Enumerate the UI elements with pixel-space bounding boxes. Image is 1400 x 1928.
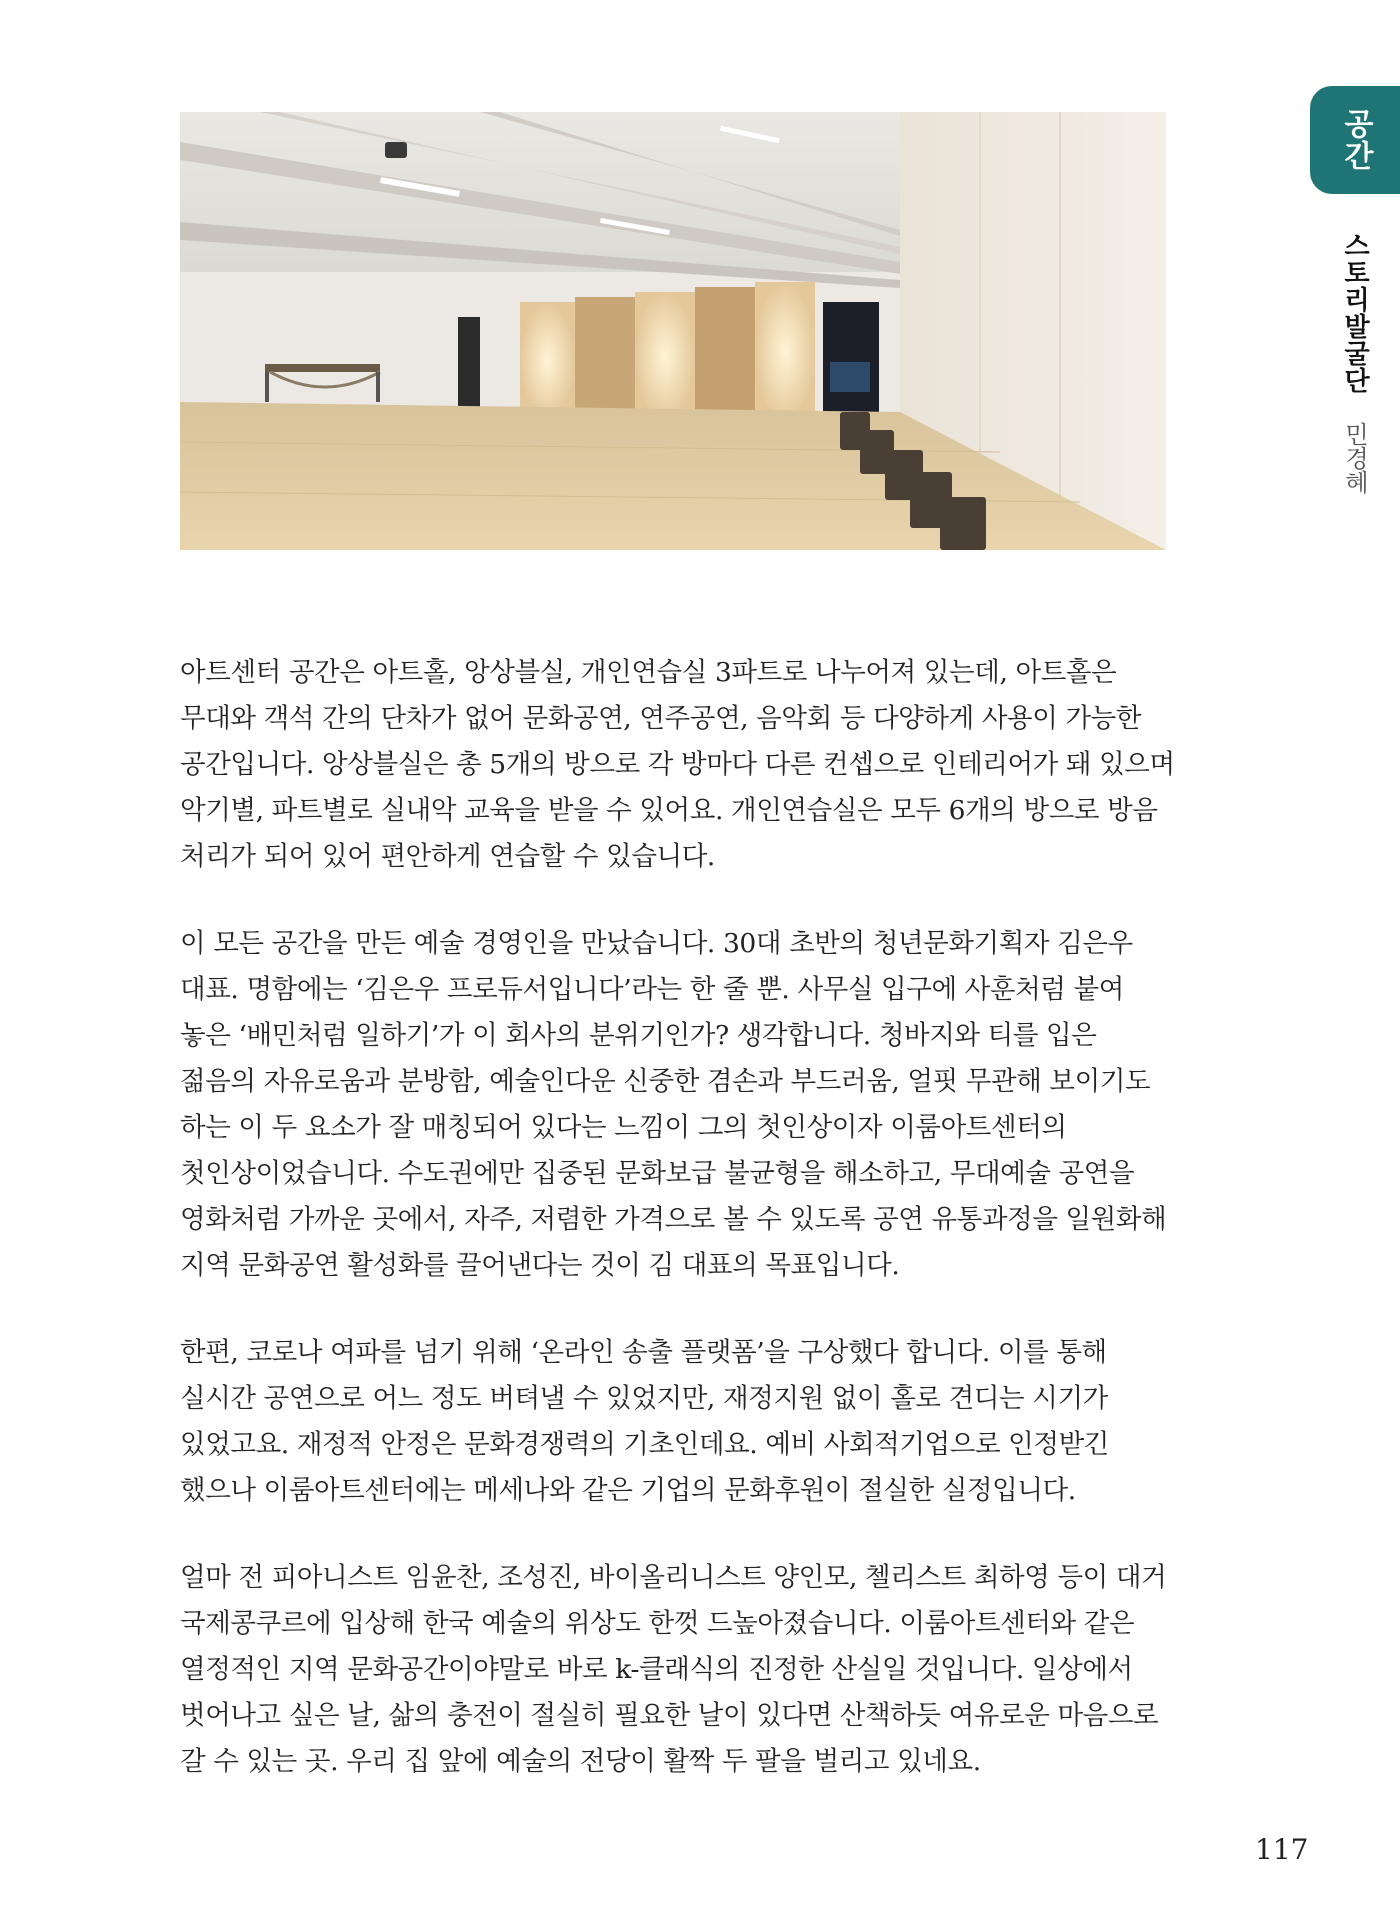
- article-body: [180, 650, 1180, 1826]
- series-title: 스토리발굴단: [1339, 232, 1370, 394]
- paragraph-2: 이 모든 공간을 만든 예술 경영인을 만났습니다. 30대 초반의 청년문화기획자 김은우 대표. 명함에는 ‘김은우 프로듀서입니다’라는 한 줄 뿐. 사무실 입구에 사훈처럼 붙여 놓은 ‘배민처럼 일하기’가 이 회사의 분위기인가? 생각합니다. 청바지와 티를 입은 젊음의 자유로움과 분방함, 예술인다운 신중한 겸손과 부드러움, 얼핏 무관해 보이기도 하는 이 두 요소가 잘 매칭되어 있다는 느낌이 그의 첫인상이자 이룸아트센터의 첫인상이었습니다. 수도권에만 집중된 문화보급 불균형을 해소하고, 무대예술 공연을 영화처럼 가까운 곳에서, 자주, 저렴한 가격으로 볼 수 있도록 공연 유통과정을 일원화해 지역 문화공연 활성화를 끌어낸다는 것이 김 대표의 목표입니다.: [180, 928, 1167, 1281]
- paragraph-4: 얼마 전 피아니스트 임윤찬, 조성진, 바이올리니스트 양인모, 첼리스트 최하영 등이 대거 국제콩쿠르에 입상해 한국 예술의 위상도 한껏 드높아졌습니다. 이룸아트센터와 같은 열정적인 지역 문화공간이야말로 바로 k-클래식의 진정한 산실일 것입니다. 일상에서 벗어나고 싶은 날, 삶의 충전이 절실히 필요한 날이 있다면 산책하듯 여유로운 마음으로 갈 수 있는 곳. 우리 집 앞에 예술의 전당이 활짝 두 팔을 벌리고 있네요.: [180, 1562, 1167, 1777]
- side-running-head: [1330, 232, 1380, 494]
- paragraph-1: 아트센터 공간은 아트홀, 앙상블실, 개인연습실 3파트로 나누어져 있는데, 아트홀은 무대와 객석 간의 단차가 없어 문화공연, 연주공연, 음악회 등 다양하게 사용이 가능한 공간입니다. 앙상블실은 총 5개의 방으로 각 방마다 다른 컨셉으로 인테리어가 돼 있으며 악기별, 파트별로 실내악 교육을 받을 수 있어요. 개인연습실은 모두 6개의 방으로 방음 처리가 되어 있어 편안하게 연습할 수 있습니다.: [180, 657, 1175, 872]
- art-hall-photo: [180, 112, 1166, 550]
- section-tab-label: 공간: [1338, 108, 1373, 172]
- section-tab: [1310, 86, 1400, 194]
- art-hall-photo-illustration: [180, 112, 1166, 550]
- page-number: 117: [1255, 1833, 1309, 1866]
- author-name: 민경혜: [1340, 422, 1369, 494]
- paragraph-3: 한편, 코로나 여파를 넘기 위해 ‘온라인 송출 플랫폼’을 구상했다 합니다. 이를 통해 실시간 공연으로 어느 정도 버텨낼 수 있었지만, 재정지원 없이 홀로 견디는 시기가 있었고요. 재정적 안정은 문화경쟁력의 기초인데요. 예비 사회적기업으로 인정받긴 했으나 이룸아트센터에는 메세나와 같은 기업의 문화후원이 절실한 실정입니다.: [180, 1337, 1109, 1506]
